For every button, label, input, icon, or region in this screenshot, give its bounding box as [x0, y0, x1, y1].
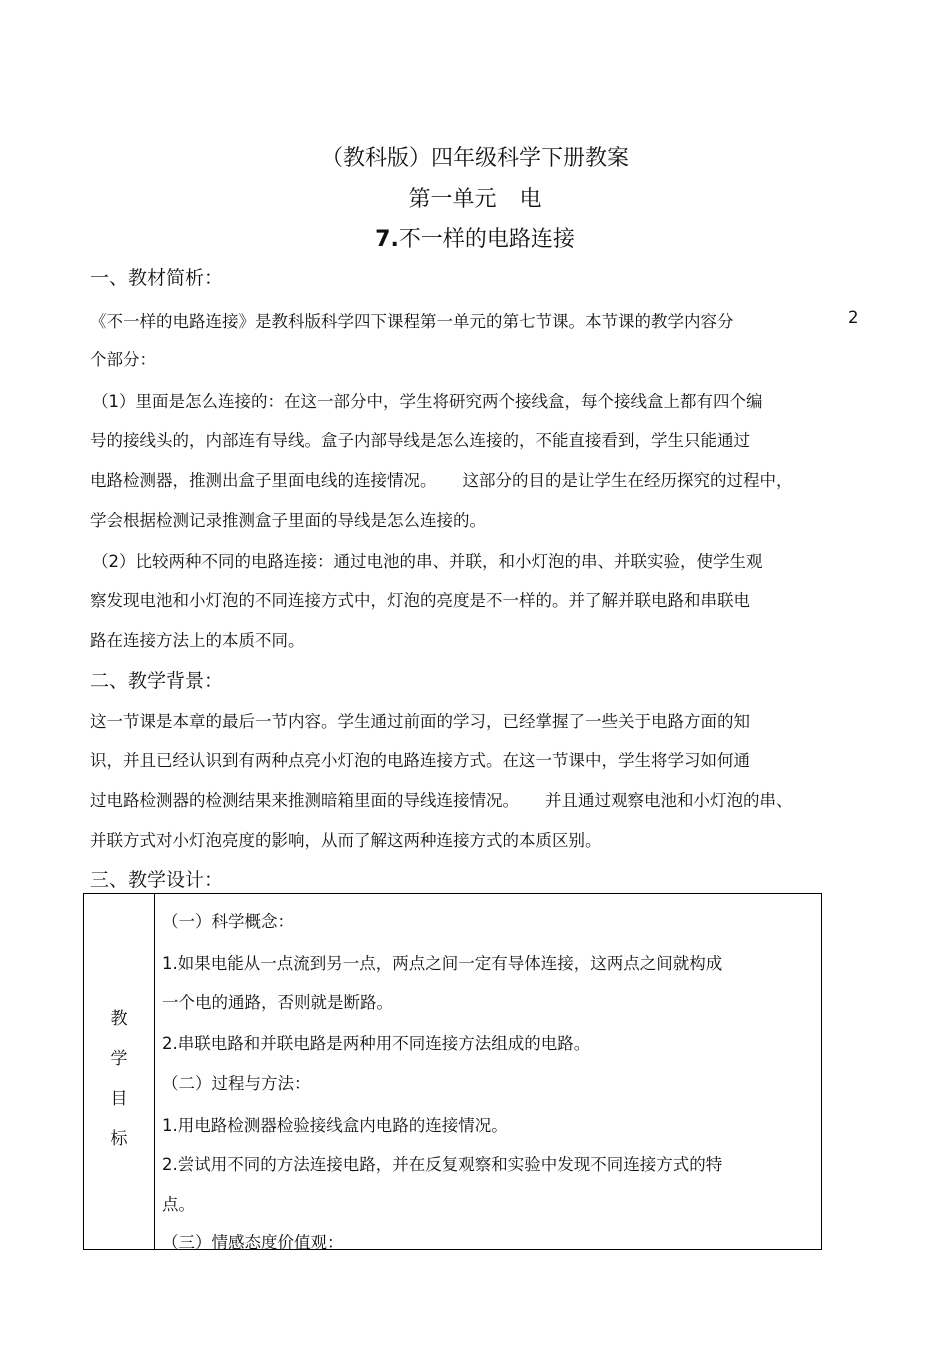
- lesson-number: 7.: [375, 227, 399, 252]
- section2-line: 识，并且已经认识到有两种点亮小灯泡的电路连接方式。在这一节课中，学生将学习如何通: [90, 751, 750, 770]
- section1-line: 察发现电池和小灯泡的不同连接方式中，灯泡的亮度是不一样的。并了解并联电路和串联电: [90, 591, 750, 610]
- section1-heading: 一、教材简析：: [90, 267, 224, 289]
- objectives-label-char: 标: [110, 1129, 128, 1149]
- section1-part-count: 2: [848, 308, 859, 327]
- section1-line: （2）比较两种不同的电路连接：通过电池的串、并联，和小灯泡的串、并联实验，使学生观: [92, 552, 763, 571]
- section1-line: 个部分：: [90, 350, 156, 369]
- lesson-title: [0, 222, 950, 253]
- table-line: 2.串联电路和并联电路是两种用不同连接方法组成的电路。: [162, 1034, 591, 1053]
- section1-line: [90, 467, 793, 491]
- section3-heading: 三、教学设计：: [90, 869, 224, 891]
- section2-line: [90, 787, 793, 811]
- table-line: （三）情感态度价值观：: [162, 1233, 344, 1252]
- teaching-objectives-table: [83, 893, 822, 1250]
- section1-line-part: 这部分的目的是让学生在经历探究的过程中，: [462, 471, 793, 490]
- table-line: 点。: [162, 1195, 195, 1214]
- document-title: （教科版）四年级科学下册教案: [320, 146, 629, 171]
- objectives-label-char: 教: [110, 1009, 128, 1029]
- table-line: （一）科学概念：: [162, 912, 294, 931]
- objectives-label-char: 学: [110, 1049, 128, 1069]
- section1-line: 路在连接方法上的本质不同。: [90, 631, 305, 650]
- table-line: 一个电的通路，否则就是断路。: [162, 993, 393, 1012]
- section2-heading: 二、教学背景：: [90, 670, 224, 692]
- section1-line: 号的接线头的，内部连有导线。盒子内部导线是怎么连接的，不能直接看到，学生只能通过: [90, 431, 750, 450]
- section1-line: 《不一样的电路连接》是教科版科学四下课程第一单元的第七节课。本节课的教学内容分: [90, 312, 734, 331]
- table-line: 1.用电路检测器检验接线盒内电路的连接情况。: [162, 1116, 508, 1135]
- section2-line: 这一节课是本章的最后一节内容。学生通过前面的学习，已经掌握了一些关于电路方面的知: [90, 712, 750, 731]
- section1-line: 学会根据检测记录推测盒子里面的导线是怎么连接的。: [90, 511, 486, 530]
- table-column-divider: [154, 894, 155, 1249]
- table-line: 1.如果电能从一点流到另一点，两点之间一定有导体连接，这两点之间就构成: [162, 954, 723, 973]
- unit-title: 第一单元 电: [408, 187, 542, 212]
- section2-line-part: 并且通过观察电池和小灯泡的串、: [545, 791, 793, 810]
- objectives-label: [84, 1004, 154, 1164]
- section1-line-part: 电路检测器，推测出盒子里面电线的连接情况。: [90, 471, 437, 490]
- objectives-label-char: 目: [110, 1089, 128, 1109]
- table-line: （二）过程与方法：: [162, 1074, 311, 1093]
- table-line: 2.尝试用不同的方法连接电路，并在反复观察和实验中发现不同连接方式的特: [162, 1155, 723, 1174]
- section2-line: 并联方式对小灯泡亮度的影响，从而了解这两种连接方式的本质区别。: [90, 831, 602, 850]
- section1-line: （1）里面是怎么连接的：在这一部分中，学生将研究两个接线盒，每个接线盒上都有四个编: [92, 392, 763, 411]
- section2-line-part: 过电路检测器的检测结果来推测暗箱里面的导线连接情况。: [90, 791, 519, 810]
- lesson-name: 不一样的电路连接: [398, 227, 575, 252]
